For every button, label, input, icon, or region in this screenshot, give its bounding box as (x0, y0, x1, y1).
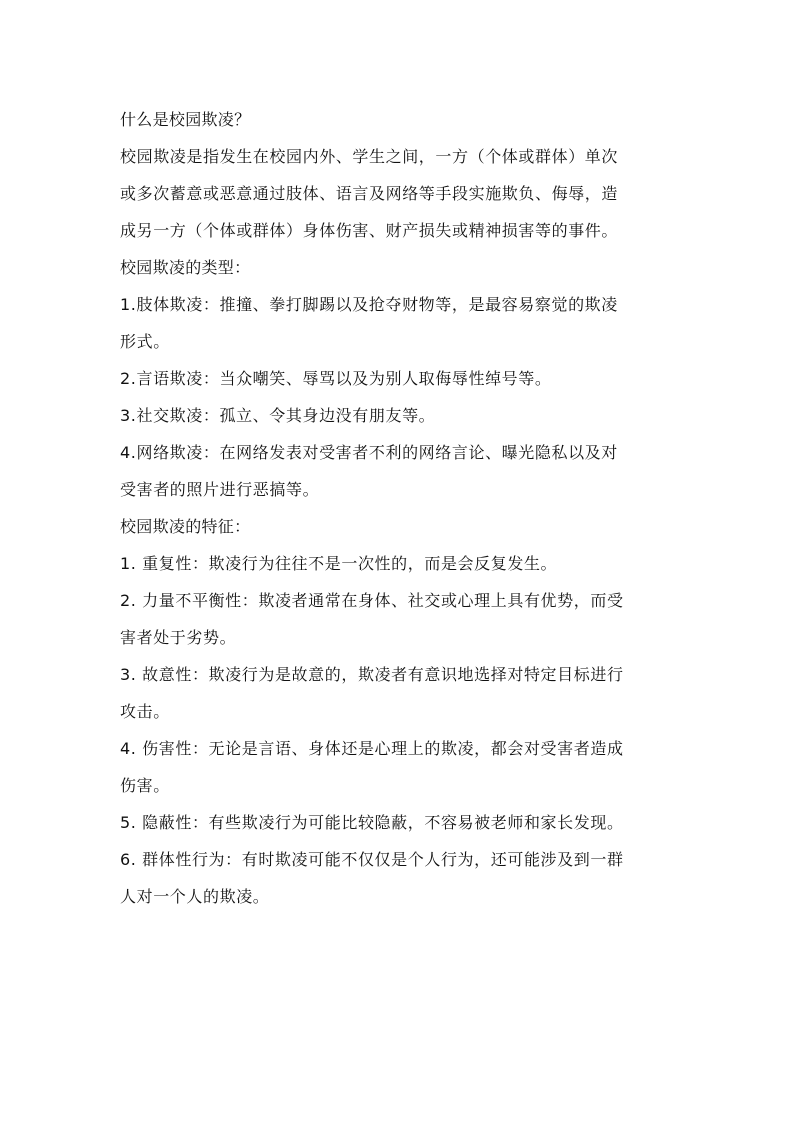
feature-hidden: 5. 隐蔽性：有些欺凌行为可能比较隐蔽，不容易被老师和家长发现。 (120, 813, 624, 832)
feature-repetition: 1. 重复性：欺凌行为往往不是一次性的，而是会反复发生。 (120, 554, 558, 573)
definition-line-2: 或多次蓄意或恶意通过肢体、语言及网络等手段实施欺负、侮辱，造 (120, 184, 619, 203)
feature-intentional-line-1: 3. 故意性：欺凌行为是故意的，欺凌者有意识地选择对特定目标进行 (120, 665, 624, 684)
feature-power-imbalance-line-1: 2. 力量不平衡性：欺凌者通常在身体、社交或心理上具有优势，而受 (120, 591, 624, 610)
heading-features: 校园欺凌的特征： (120, 517, 251, 536)
document-body (120, 101, 690, 915)
feature-group-behavior-line-2: 人对一个人的欺凌。 (120, 887, 270, 906)
heading-types: 校园欺凌的类型： (120, 258, 251, 277)
feature-harmful-line-1: 4. 伤害性：无论是言语、身体还是心理上的欺凌，都会对受害者造成 (120, 739, 624, 758)
definition-line-3: 成另一方（个体或群体）身体伤害、财产损失或精神损害等的事件。 (120, 221, 619, 240)
definition-line-1: 校园欺凌是指发生在校园内外、学生之间，一方（个体或群体）单次 (120, 147, 619, 166)
feature-harmful-line-2: 伤害。 (120, 776, 170, 795)
feature-group-behavior-line-1: 6. 群体性行为：有时欺凌可能不仅仅是个人行为，还可能涉及到一群 (120, 850, 624, 869)
type-social: 3.社交欺凌：孤立、令其身边没有朋友等。 (120, 406, 436, 425)
type-physical-line-2: 形式。 (120, 332, 170, 351)
feature-power-imbalance-line-2: 害者处于劣势。 (120, 628, 237, 647)
type-cyber-line-1: 4.网络欺凌：在网络发表对受害者不利的网络言论、曝光隐私以及对 (120, 443, 618, 462)
type-cyber-line-2: 受害者的照片进行恶搞等。 (120, 480, 320, 499)
feature-intentional-line-2: 攻击。 (120, 702, 170, 721)
type-verbal: 2.言语欺凌：当众嘲笑、辱骂以及为别人取侮辱性绰号等。 (120, 369, 552, 388)
heading-what-is-bullying: 什么是校园欺凌？ (120, 110, 251, 129)
type-physical-line-1: 1.肢体欺凌：推撞、拳打脚踢以及抢夺财物等，是最容易察觉的欺凌 (120, 295, 618, 314)
